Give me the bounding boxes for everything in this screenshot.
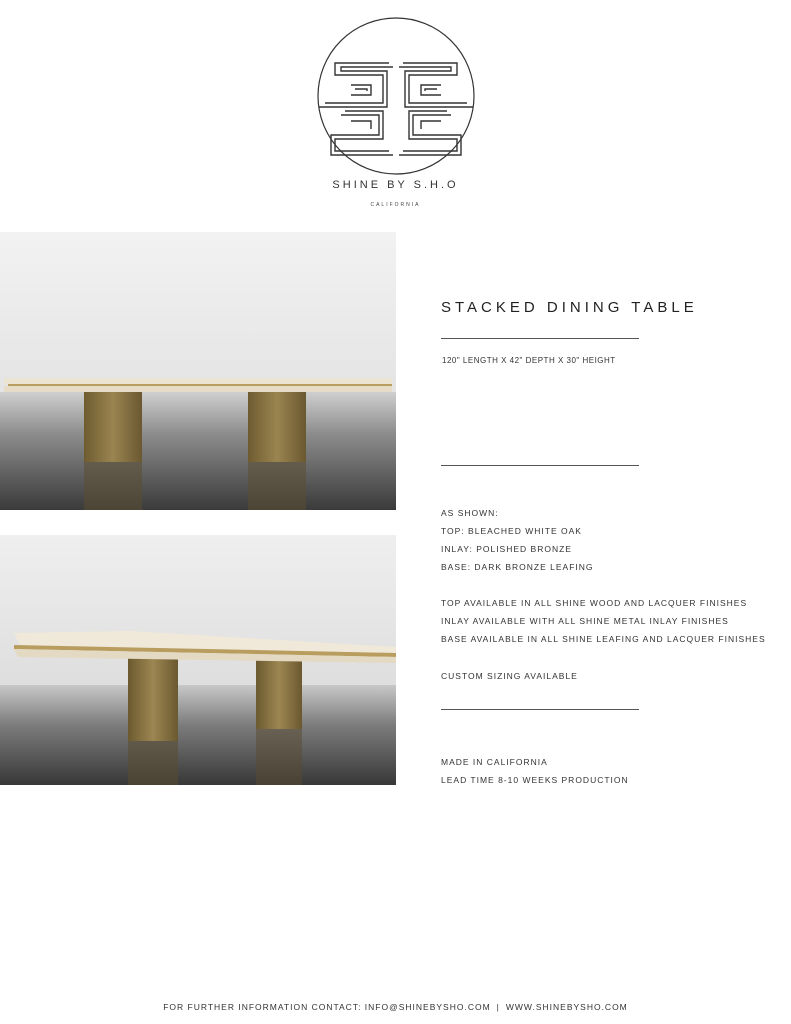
made-in: MADE IN CALIFORNIA xyxy=(441,757,548,767)
as-shown-heading: AS SHOWN: xyxy=(441,508,499,518)
availability-top: TOP AVAILABLE IN ALL SHINE WOOD AND LACQUER FINISHES xyxy=(441,598,748,608)
custom-sizing: CUSTOM SIZING AVAILABLE xyxy=(441,671,578,681)
spec-base: BASE: DARK BRONZE LEAFING xyxy=(441,562,594,572)
spec-inlay: INLAY: POLISHED BRONZE xyxy=(441,544,572,554)
dining-table-angle-photo xyxy=(0,535,396,785)
product-dimensions: 120" LENGTH X 42" DEPTH X 30" HEIGHT xyxy=(442,356,616,365)
contact-info[interactable]: FOR FURTHER INFORMATION CONTACT: INFO@SHINEBYSHO.COM xyxy=(163,1002,491,1012)
shine-by-sho-monogram-logo xyxy=(315,15,477,177)
website-link[interactable]: WWW.SHINEBYSHO.COM xyxy=(505,1002,628,1012)
divider xyxy=(441,465,639,466)
availability-inlay: INLAY AVAILABLE WITH ALL SHINE METAL INLAY FINISHES xyxy=(441,616,729,626)
divider xyxy=(441,709,639,710)
divider xyxy=(441,338,639,339)
dining-table-front-photo xyxy=(0,232,396,510)
product-title: STACKED DINING TABLE xyxy=(441,299,698,316)
lead-time: LEAD TIME 8-10 WEEKS PRODUCTION xyxy=(441,775,629,785)
brand-location: CALIFORNIA xyxy=(370,202,421,208)
spec-top: TOP: BLEACHED WHITE OAK xyxy=(441,526,582,536)
footer xyxy=(0,1002,791,1012)
brand-name: SHINE BY S.H.O xyxy=(332,179,459,191)
availability-base: BASE AVAILABLE IN ALL SHINE LEAFING AND LACQUER FINISHES xyxy=(441,634,766,644)
brand-logo xyxy=(315,15,477,177)
footer-separator: | xyxy=(496,1002,500,1012)
